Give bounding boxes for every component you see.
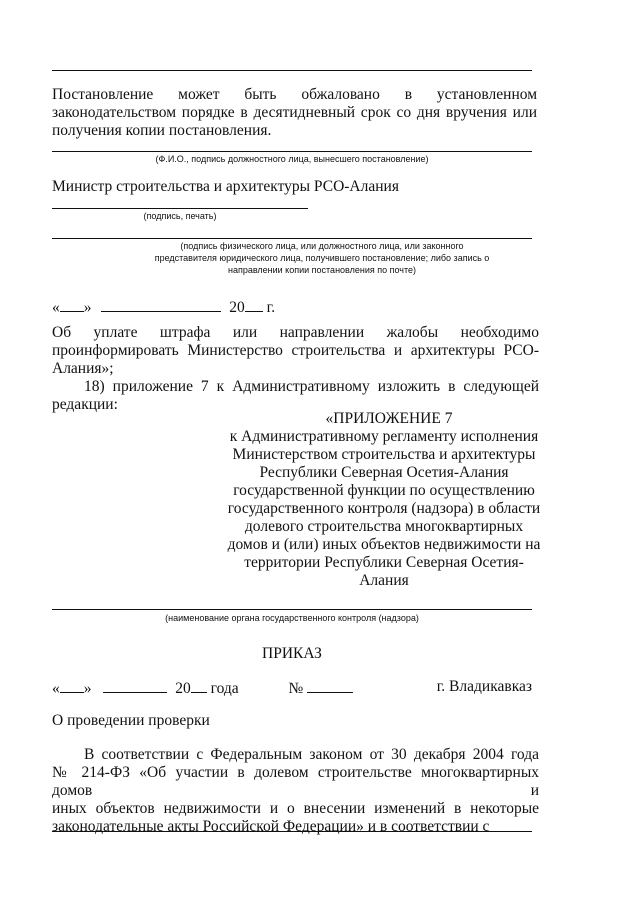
authority-caption: (наименование органа государственного контроля (надзора) xyxy=(165,613,419,623)
recipient-caption xyxy=(112,240,532,276)
recipient-signature-line xyxy=(52,238,532,239)
bottom-rule xyxy=(52,831,532,832)
appendix-title: «ПРИЛОЖЕНИЕ 7 xyxy=(325,410,453,427)
day-blank[interactable] xyxy=(60,297,84,312)
top-rule xyxy=(52,70,532,71)
year-suffix: г. xyxy=(266,299,276,316)
appendix-line: Республики Северная Осетия-Алания xyxy=(259,464,509,481)
fio-signature-line xyxy=(52,151,532,152)
law-paragraph xyxy=(52,746,539,836)
order-number-sign: № xyxy=(288,680,304,697)
appeal-line-3: получения копии постановления. xyxy=(52,122,272,139)
law-line-1: В соответствии с Федеральным законом от 30 декабря 2004 года xyxy=(84,746,539,763)
signature-stamp-line xyxy=(52,208,308,209)
order-month-blank[interactable] xyxy=(103,678,167,693)
recipient-caption-line-3: направлении копии постановления по почте) xyxy=(227,265,417,275)
year-prefix: 20 xyxy=(229,299,245,316)
month-blank[interactable] xyxy=(101,297,221,312)
item-18-paragraph xyxy=(52,378,539,414)
order-day-blank[interactable] xyxy=(60,678,84,693)
order-date-close-quote: » xyxy=(83,680,92,697)
inspection-title: О проведении проверки xyxy=(52,712,210,729)
date-line xyxy=(52,297,275,317)
date-close-quote: » xyxy=(83,299,92,316)
appendix-line: Алания xyxy=(359,572,409,589)
appeal-paragraph xyxy=(52,86,537,140)
appeal-line-2: законодательством порядке в десятидневный срок со дня вручения или xyxy=(52,104,537,121)
fine-notice-line-1: Об уплате штрафа или направлении жалобы необходимо xyxy=(52,324,539,341)
appeal-line-1: Постановление может быть обжаловано в установленном xyxy=(52,86,537,103)
law-line-3: иных объектов недвижимости и о внесении изменений в некоторые xyxy=(52,800,539,817)
fio-caption: (Ф.И.О., подпись должностного лица, вынесшего постановление) xyxy=(155,154,429,164)
law-line-2: № 214-ФЗ «Об участии в долевом строительстве многоквартирных домов и xyxy=(52,764,539,799)
item-18-line-1: 18) приложение 7 к Административному изложить в следующей xyxy=(84,378,539,395)
year-blank[interactable] xyxy=(245,297,263,312)
appendix-line: государственного контроля (надзора) в области xyxy=(227,500,541,517)
appendix-line: долевого строительства многоквартирных xyxy=(244,518,524,535)
recipient-caption-line-2: представителя юридического лица, получившего постановление; либо запись о xyxy=(154,253,490,263)
appendix-line: территории Республики Северная Осетия- xyxy=(244,554,524,571)
authority-name-line xyxy=(52,609,532,610)
order-title: ПРИКАЗ xyxy=(262,645,322,662)
signature-stamp-caption: (подпись, печать) xyxy=(143,211,217,221)
order-year-prefix: 20 xyxy=(175,680,191,697)
date-open-quote: « xyxy=(52,299,60,316)
appendix-line: к Административному регламенту исполнения xyxy=(229,428,539,445)
fine-notice-line-3: Алания»; xyxy=(52,360,114,377)
order-year-suffix: года xyxy=(210,680,239,697)
appendix-block xyxy=(222,410,546,590)
law-line-4: законодательные акты Российской Федерации» и в соответствии с xyxy=(52,818,490,835)
fine-notice-paragraph xyxy=(52,324,539,378)
minister-title: Министр строительства и архитектуры РСО-Алания xyxy=(52,178,399,195)
order-city: г. Владикавказ xyxy=(436,678,532,695)
item-18-line-2: редакции: xyxy=(52,396,118,413)
order-date-line xyxy=(52,678,532,698)
appendix-line: государственной функции по осуществлению xyxy=(233,482,535,499)
recipient-caption-line-1: (подпись физического лица, или должностного лица, или законного xyxy=(180,241,464,251)
order-number-blank[interactable] xyxy=(307,678,353,693)
order-year-blank[interactable] xyxy=(191,678,207,693)
appendix-line: Министерством строительства и архитектуры xyxy=(232,446,536,463)
appendix-line: домов и (или) иных объектов недвижимости на xyxy=(227,536,541,553)
fine-notice-line-2: проинформировать Министерство строительства и архитектуры РСО- xyxy=(52,342,539,359)
order-date-open-quote: « xyxy=(52,680,60,697)
